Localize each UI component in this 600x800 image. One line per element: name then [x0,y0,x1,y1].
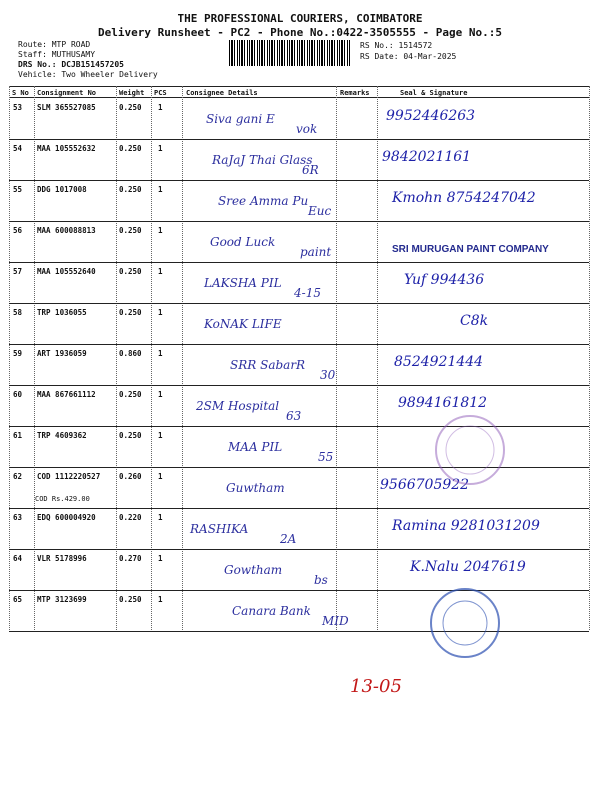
col-weight: Weight [119,89,145,97]
row-sno: 60 [13,390,23,399]
row-sno: 53 [13,103,23,112]
row-sno: 59 [13,349,23,358]
row-consignment-no: COD 1112220527 [37,472,101,481]
row-sno: 64 [13,554,23,563]
row-sno: 63 [13,513,23,522]
row-signature: Yuf 994436 [404,272,485,288]
row-signature: 9952446263 [386,108,476,124]
row-signature: 9566705922 [380,477,470,493]
row-consignee-note: 2A [280,532,297,546]
row-consignment-no: TRP 1036055 [37,308,87,317]
row-signature: C8k [460,313,489,329]
row-consignee-handwriting: Canara Bank [232,604,311,618]
header-bottom-line [9,97,589,98]
bank-seal-icon [420,585,510,665]
row-pcs: 1 [158,595,163,604]
row-sno: 62 [13,472,23,481]
row-divider [9,180,589,181]
row-pcs: 1 [158,103,163,112]
row-divider [9,221,589,222]
company-title: THE PROFESSIONAL COURIERS, COIMBATORE [177,12,423,25]
row-consignment-no: TRP 4609362 [37,431,87,440]
row-sno: 61 [13,431,23,440]
row-sno: 56 [13,226,23,235]
vehicle: Vehicle: Two Wheeler Delivery [18,70,158,79]
row-weight: 0.220 [119,513,142,522]
row-sno: 57 [13,267,23,276]
row-cod-note: COD Rs.429.00 [35,495,90,503]
row-consignee-handwriting: Guwtham [226,481,285,495]
row-pcs: 1 [158,554,163,563]
row-consignee-handwriting: Siva gani E [206,112,275,126]
col-seal: Seal & Signature [400,89,468,97]
row-weight: 0.250 [119,185,142,194]
row-consignee-handwriting: Gowtham [224,563,283,577]
row-signature: 9894161812 [398,395,488,411]
row-weight: 0.250 [119,144,142,153]
row-pcs: 1 [158,472,163,481]
row-consignee-handwriting: SRR SabarR [230,358,306,372]
row-consignee-handwriting: KoNAK LIFE [204,317,282,331]
row-consignment-no: SLM 365527085 [37,103,96,112]
row-signature: Kmohn 8754247042 [392,190,536,206]
row-consignee-handwriting: 2SM Hospital [196,399,280,413]
row-consignee-note: MID [322,614,349,628]
row-divider [9,139,589,140]
col-consignee: Consignee Details [186,89,258,97]
row-weight: 0.250 [119,595,142,604]
row-consignment-no: MAA 600088813 [37,226,96,235]
row-sno: 58 [13,308,23,317]
row-consignee-handwriting: LAKSHA PIL [204,276,282,290]
row-weight: 0.250 [119,226,142,235]
row-divider [9,508,589,509]
row-consignment-no: VLR 5178996 [37,554,87,563]
row-consignee-note: 63 [286,409,302,423]
col-sno: S No [12,89,29,97]
rs-number: RS No.: 1514572 [360,41,433,50]
row-weight: 0.250 [119,308,142,317]
staff: Staff: MUTHUSAMY [18,50,96,59]
row-sno: 54 [13,144,23,153]
row-weight: 0.250 [119,103,142,112]
row-consignment-no: MAA 867661112 [37,390,96,399]
row-pcs: 1 [158,390,163,399]
row-signature: 9842021161 [382,149,472,165]
row-consignee-note: Euc [308,204,332,218]
row-consignee-handwriting: Good Luck [210,235,276,249]
row-consignment-no: DDG 1017008 [37,185,87,194]
col-consignment: Consignment No [37,89,97,97]
col-remarks: Remarks [340,89,370,97]
row-pcs: 1 [158,185,163,194]
rs-date: RS Date: 04-Mar-2025 [360,52,457,61]
row-consignee-note: 6R [302,163,319,177]
row-weight: 0.260 [119,472,142,481]
row-weight: 0.250 [119,390,142,399]
column-divider [589,86,590,630]
row-consignee-note: paint [300,245,332,259]
runsheet-title: Delivery Runsheet - PC2 - Phone No.:0422-3505555 - Page No.:5 [98,26,502,39]
page-note: 13-05 [350,676,402,697]
row-pcs: 1 [158,144,163,153]
row-consignment-no: MAA 105552632 [37,144,96,153]
row-pcs: 1 [158,431,163,440]
row-divider [9,303,589,304]
row-weight: 0.860 [119,349,142,358]
row-pcs: 1 [158,267,163,276]
row-pcs: 1 [158,513,163,522]
row-divider [9,344,589,345]
table-top-line [9,86,589,87]
row-consignment-no: MAA 105552640 [37,267,96,276]
row-divider [9,549,589,550]
seal-stamp-icon [420,410,520,490]
col-pcs: PCS [154,89,167,97]
rs-info [360,40,456,62]
row-consignment-no: ART 1936059 [37,349,87,358]
row-consignee-note: 30 [320,368,336,382]
company-stamp: SRI MURUGAN PAINT COMPANY [392,244,549,255]
row-consignee-note: bs [314,573,328,587]
row-weight: 0.250 [119,431,142,440]
row-consignee-handwriting: RaJaJ Thai Glass [212,153,313,167]
row-consignment-no: MTP 3123699 [37,595,87,604]
row-consignment-no: EDQ 600004920 [37,513,96,522]
row-consignee-handwriting: MAA PIL [228,440,283,454]
route-info [18,40,158,80]
row-signature: 8524921444 [394,354,484,370]
row-consignee-handwriting: RASHIKA [190,522,249,536]
row-weight: 0.250 [119,267,142,276]
row-consignee-note: 4-15 [294,286,321,300]
barcode [229,40,351,66]
row-divider [9,262,589,263]
row-consignee-note: vok [296,122,318,136]
row-sno: 55 [13,185,23,194]
row-consignee-handwriting: Sree Amma Pu [218,194,309,208]
row-divider [9,385,589,386]
drs-number: DRS No.: DCJB151457205 [18,60,124,69]
row-signature: K.Nalu 2047619 [410,559,526,575]
row-signature: Ramina 9281031209 [392,518,540,534]
row-pcs: 1 [158,308,163,317]
row-sno: 65 [13,595,23,604]
row-pcs: 1 [158,226,163,235]
row-weight: 0.270 [119,554,142,563]
row-consignee-note: 55 [318,450,334,464]
row-pcs: 1 [158,349,163,358]
route: Route: MTP ROAD [18,40,91,49]
